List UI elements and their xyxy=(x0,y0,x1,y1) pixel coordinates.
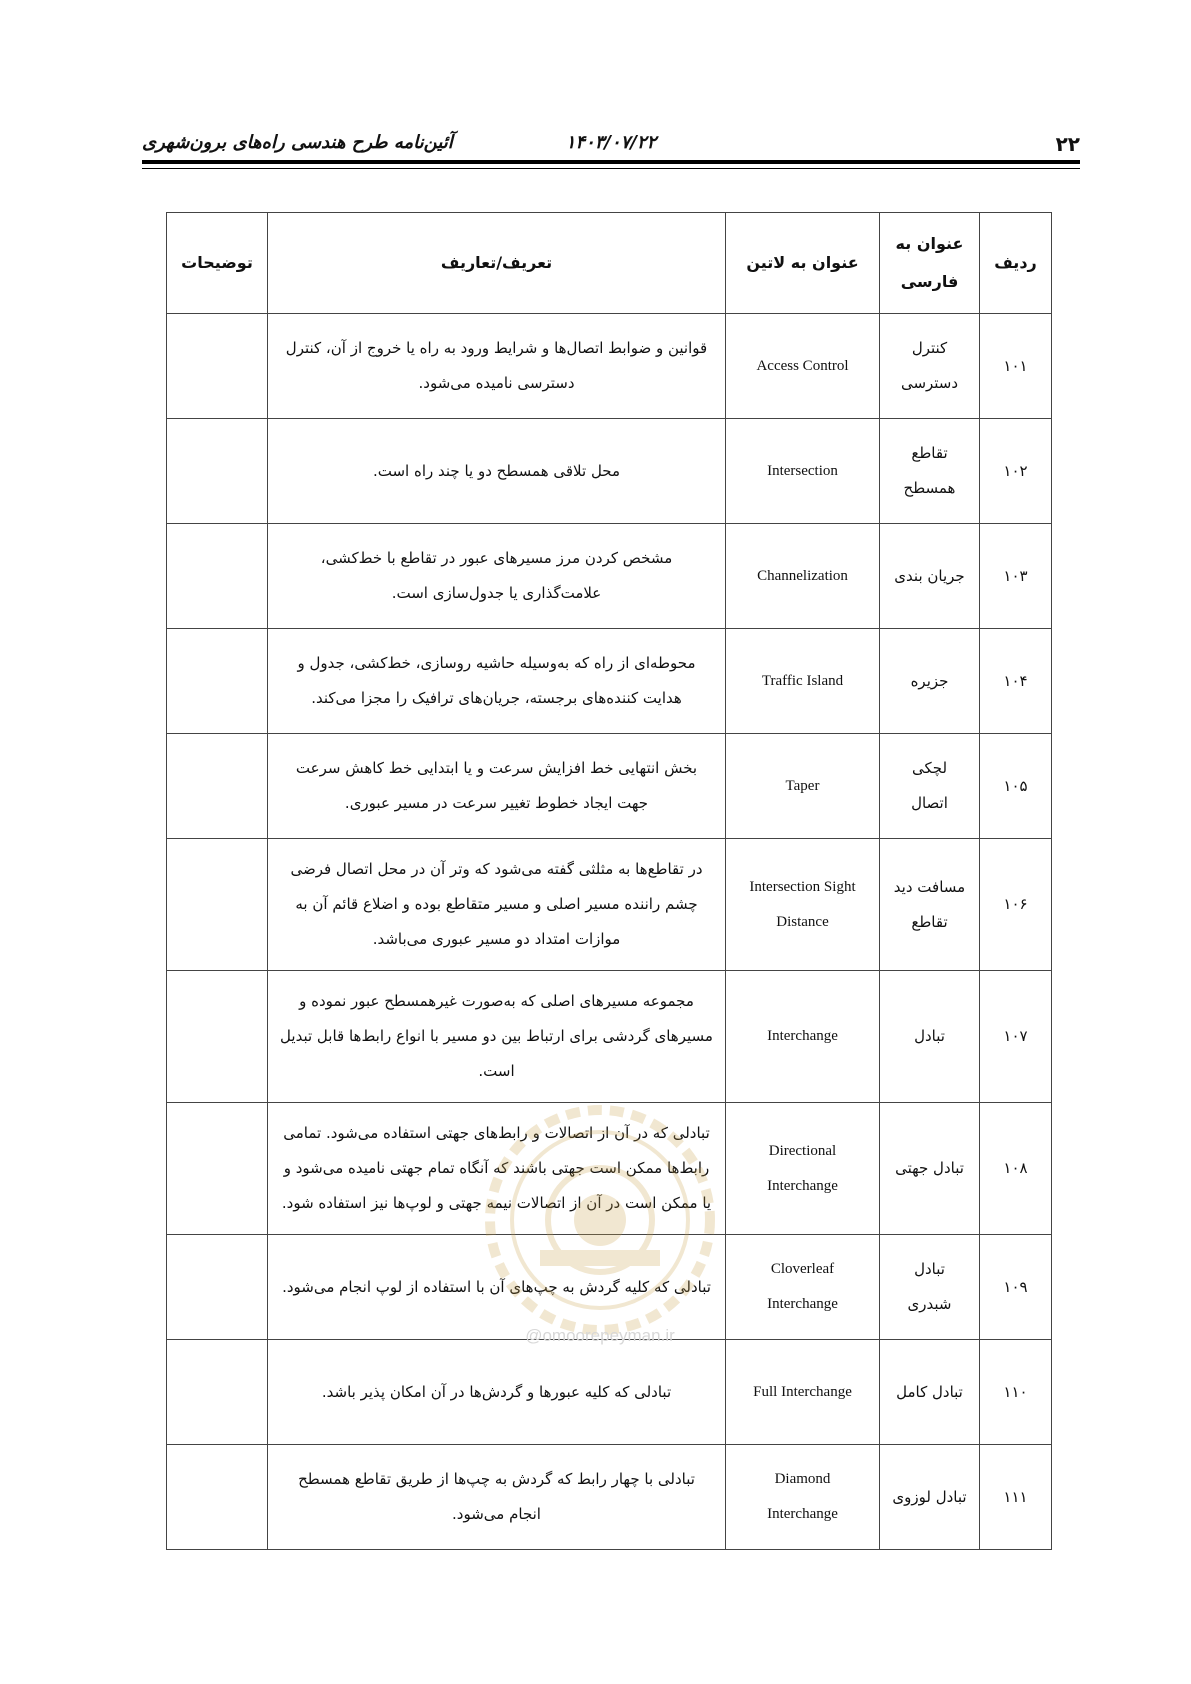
notes xyxy=(167,734,268,839)
table-row xyxy=(167,419,1052,524)
latin-title: Interchange xyxy=(726,971,880,1103)
column-header-definition: تعریف/تعاریف xyxy=(268,213,726,314)
header-title: آئین‌نامه طرح هندسی راه‌های برون‌شهری xyxy=(142,132,453,153)
table-row xyxy=(167,839,1052,971)
column-header-notes: توضیحات xyxy=(167,213,268,314)
definition: تبادلی با چهار رابط که گردش به چپ‌ها از طریق تقاطع همسطح انجام می‌شود. xyxy=(268,1445,726,1550)
persian-title: جریان بندی xyxy=(880,524,980,629)
table-row xyxy=(167,314,1052,419)
latin-title: Traffic Island xyxy=(726,629,880,734)
definition: تبادلی که کلیه گردش به چپ‌های آن با استفاده از لوپ انجام می‌شود. xyxy=(268,1235,726,1340)
notes xyxy=(167,971,268,1103)
definition: مجموعه مسیرهای اصلی که به‌صورت غیرهمسطح عبور نموده و مسیرهای گردشی برای ارتباط بین دو مسیر با انواع رابط‌ها قابل تبدیل است. xyxy=(268,971,726,1103)
watermark-text: @omoorepeyman.ir xyxy=(525,1326,675,1345)
table-header-row xyxy=(167,213,1052,314)
persian-title: تقاطع همسطح xyxy=(880,419,980,524)
latin-title: Directional Interchange xyxy=(726,1103,880,1235)
latin-title: Full Interchange xyxy=(726,1340,880,1445)
table-row xyxy=(167,524,1052,629)
header-date: ۱۴۰۳/۰۷/۲۲ xyxy=(565,132,657,153)
notes xyxy=(167,419,268,524)
table-row xyxy=(167,971,1052,1103)
definition: قوانین و ضوابط اتصال‌ها و شرایط ورود به راه یا خروج از آن، کنترل دسترسی نامیده می‌شود. xyxy=(268,314,726,419)
row-number: ۱۰۴ xyxy=(980,629,1052,734)
persian-title: لچکی اتصال xyxy=(880,734,980,839)
column-header-persian-title: عنوان به فارسی xyxy=(880,213,980,314)
notes xyxy=(167,314,268,419)
notes xyxy=(167,1445,268,1550)
row-number: ۱۰۱ xyxy=(980,314,1052,419)
row-number: ۱۰۲ xyxy=(980,419,1052,524)
definition: محوطه‌ای از راه که به‌وسیله حاشیه روسازی، خط‌کشی، جدول و هدایت کننده‌های برجسته، جریان‌های ترافیک را مجزا می‌کند. xyxy=(268,629,726,734)
row-number: ۱۰۹ xyxy=(980,1235,1052,1340)
latin-title: Intersection xyxy=(726,419,880,524)
row-number: ۱۱۰ xyxy=(980,1340,1052,1445)
row-number: ۱۰۵ xyxy=(980,734,1052,839)
row-number: ۱۱۱ xyxy=(980,1445,1052,1550)
notes xyxy=(167,1340,268,1445)
notes xyxy=(167,1103,268,1235)
row-number: ۱۰۳ xyxy=(980,524,1052,629)
column-header-latin-title: عنوان به لاتین xyxy=(726,213,880,314)
table-row xyxy=(167,734,1052,839)
notes xyxy=(167,629,268,734)
persian-title: مسافت دید تقاطع xyxy=(880,839,980,971)
notes xyxy=(167,839,268,971)
latin-title: Cloverleaf Interchange xyxy=(726,1235,880,1340)
latin-title: Taper xyxy=(726,734,880,839)
definition: تبادلی که در آن از اتصالات و رابط‌های جهتی استفاده می‌شود. تمامی رابط‌ها ممکن است جهتی باشند که آنگاه تمام جهتی نامیده می‌شود و یا ممکن است در آن از اتصالات نیمه جهتی و لوپ‌ها نیز استفاده شود. xyxy=(268,1103,726,1235)
definition: در تقاطع‌ها به مثلثی گفته می‌شود که وتر آن در محل اتصال فرضی چشم راننده مسیر اصلی و مسیر متقاطع بوده و اضلاع قائم آن به موازات امتداد دو مسیر عبوری می‌باشد. xyxy=(268,839,726,971)
page-number: ۲۲ xyxy=(1055,132,1080,156)
persian-title: تبادل کامل xyxy=(880,1340,980,1445)
definition: محل تلاقی همسطح دو یا چند راه است. xyxy=(268,419,726,524)
table-row xyxy=(167,1235,1052,1340)
definition: مشخص کردن مرز مسیرهای عبور در تقاطع با خط‌کشی، علامت‌گذاری یا جدول‌سازی است. xyxy=(268,524,726,629)
latin-title: Access Control xyxy=(726,314,880,419)
notes xyxy=(167,1235,268,1340)
latin-title: Channelization xyxy=(726,524,880,629)
header-rule-thick xyxy=(142,160,1080,164)
page-header xyxy=(142,128,1080,164)
persian-title: تبادل شبدری xyxy=(880,1235,980,1340)
table-row xyxy=(167,1340,1052,1445)
persian-title: تبادل لوزوی xyxy=(880,1445,980,1550)
definition: تبادلی که کلیه عبورها و گردش‌ها در آن امکان پذیر باشد. xyxy=(268,1340,726,1445)
table-row xyxy=(167,1103,1052,1235)
latin-title: Intersection Sight Distance xyxy=(726,839,880,971)
persian-title: تبادل xyxy=(880,971,980,1103)
row-number: ۱۰۷ xyxy=(980,971,1052,1103)
persian-title: کنترل دسترسی xyxy=(880,314,980,419)
notes xyxy=(167,524,268,629)
row-number: ۱۰۶ xyxy=(980,839,1052,971)
glossary-table xyxy=(166,212,1052,1550)
row-number: ۱۰۸ xyxy=(980,1103,1052,1235)
table-row xyxy=(167,629,1052,734)
table-row xyxy=(167,1445,1052,1550)
persian-title: جزیره xyxy=(880,629,980,734)
definition: بخش انتهایی خط افزایش سرعت و یا ابتدایی خط کاهش سرعت جهت ایجاد خطوط تغییر سرعت در مسیر عبوری. xyxy=(268,734,726,839)
latin-title: Diamond Interchange xyxy=(726,1445,880,1550)
header-rule-thin xyxy=(142,168,1080,169)
persian-title: تبادل جهتی xyxy=(880,1103,980,1235)
column-header-row-number: ردیف xyxy=(980,213,1052,314)
